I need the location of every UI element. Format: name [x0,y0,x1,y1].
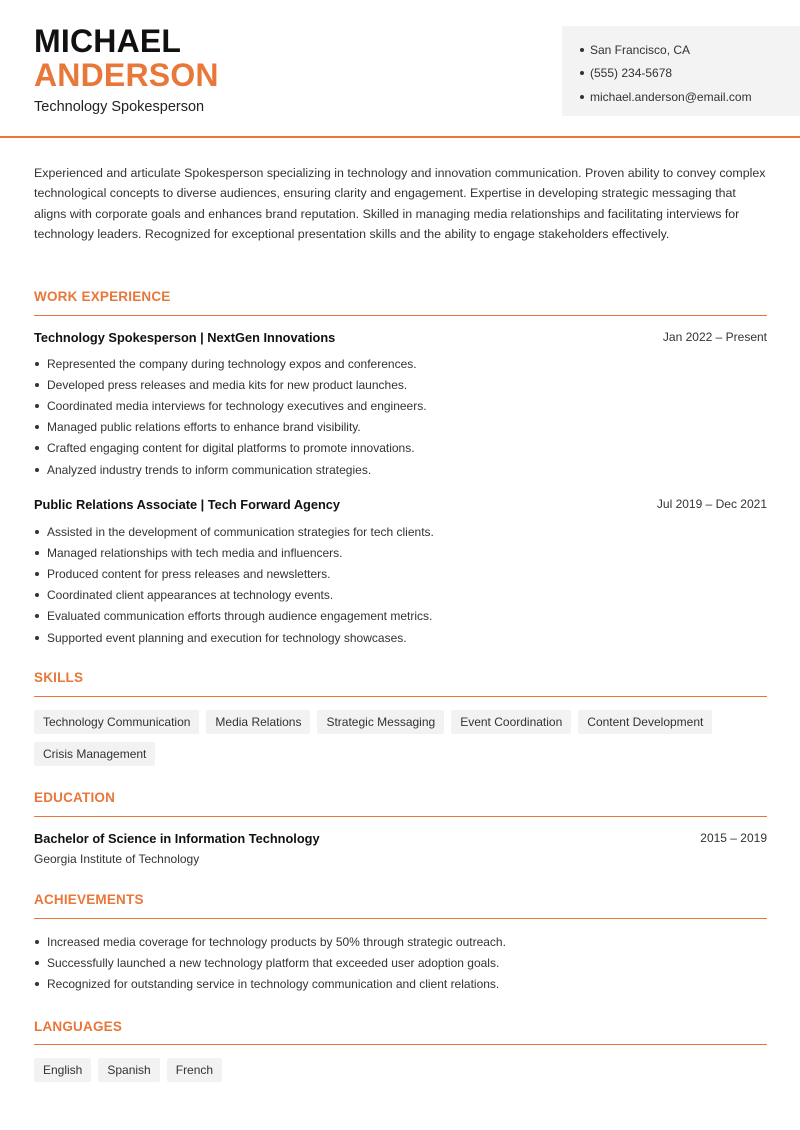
school: Georgia Institute of Technology [34,852,200,866]
language-tag: French [167,1058,222,1082]
skill-tag: Technology Communication [34,710,199,734]
bullet-icon [580,48,584,52]
section-divider [34,918,767,919]
resume-header [0,0,800,138]
list-item [34,627,767,648]
section-divider [34,1044,767,1045]
list-item [34,563,767,584]
section-title-education: EDUCATION [34,790,116,805]
skill-tag: Content Development [578,710,712,734]
section-divider [34,696,767,697]
bullet-icon [35,961,39,965]
bullet-icon [580,95,584,99]
job-bullets [34,521,767,648]
list-item-text: Successfully launched a new technology platform that exceeded user adoption goals. [47,955,500,970]
job-title: Technology Spokesperson [34,99,205,115]
bullet-icon [35,614,39,618]
list-item [34,438,767,459]
contact-box [562,26,800,116]
skills-list [34,710,767,774]
bullet-icon [35,940,39,944]
bullet-icon [35,551,39,555]
job-dates: Jul 2019 – Dec 2021 [656,497,767,511]
list-item-text: Managed relationships with tech media and influencers. [47,545,343,560]
contact-phone [580,62,800,86]
list-item-text: Developed press releases and media kits for new product launches. [47,377,408,392]
contact-location-text: San Francisco, CA [590,42,691,57]
bullet-icon [35,446,39,450]
list-item-text: Coordinated client appearances at technology events. [47,588,334,603]
list-item-text: Analyzed industry trends to inform communication strategies. [47,462,372,477]
job-role: Technology Spokesperson | NextGen Innovations [34,330,336,345]
list-item [34,931,767,952]
bullet-icon [35,982,39,986]
skill-tag: Media Relations [206,710,310,734]
languages-list [34,1058,767,1090]
list-item [34,521,767,542]
section-title-languages: LANGUAGES [34,1019,123,1034]
achievements-list [34,931,767,995]
list-item [34,374,767,395]
bullet-icon [35,404,39,408]
job-dates: Jan 2022 – Present [662,330,767,344]
education-header [34,831,767,846]
first-name: MICHAEL [34,23,182,59]
skill-tag: Strategic Messaging [317,710,444,734]
job-role: Public Relations Associate | Tech Forward Agency [34,497,341,512]
job-header [34,497,767,512]
bullet-icon [35,572,39,576]
section-title-achievements: ACHIEVEMENTS [34,892,144,907]
degree: Bachelor of Science in Information Technology [34,831,320,846]
list-item [34,353,767,374]
skill-tag: Crisis Management [34,742,155,766]
bullet-icon [35,636,39,640]
list-item-text: Coordinated media interviews for technology executives and engineers. [47,398,427,413]
education-dates: 2015 – 2019 [700,831,767,845]
bullet-icon [35,593,39,597]
list-item-text: Represented the company during technology expos and conferences. [47,356,417,371]
list-item-text: Crafted engaging content for digital platforms to promote innovations. [47,441,415,456]
contact-email [580,85,800,109]
contact-email-text: michael.anderson@email.com [590,89,752,104]
list-item-text: Assisted in the development of communication strategies for tech clients. [47,524,434,539]
last-name: ANDERSON [34,57,219,93]
list-item [34,585,767,606]
bullet-icon [35,530,39,534]
section-divider [34,315,767,316]
bullet-icon [35,362,39,366]
list-item [34,459,767,480]
list-item-text: Managed public relations efforts to enhance brand visibility. [47,420,361,435]
summary: Experienced and articulate Spokesperson specializing in technology and innovation communication. Proven ability to convey complex technological concepts to diverse audiences, ensuring clarity and engagement. Expertise in developing strategic messaging that aligns with corporate goals and enhances brand reputation. Skilled in managing media relationships and facilitating interviews for technology leaders. Recognized for exceptional presentation skills and the ability to engage stakeholders effectively. [34,166,766,241]
job-header [34,330,767,345]
job-bullets [34,353,767,480]
language-tag: English [34,1058,91,1082]
list-item-text: Supported event planning and execution for technology showcases. [47,630,407,645]
list-item-text: Evaluated communication efforts through audience engagement metrics. [47,609,433,624]
list-item [34,973,767,994]
bullet-icon [35,468,39,472]
list-item-text: Recognized for outstanding service in technology communication and client relations. [47,976,500,991]
contact-phone-text: (555) 234-5678 [590,66,673,81]
section-title-work: WORK EXPERIENCE [34,289,171,304]
skill-tag: Event Coordination [451,710,571,734]
list-item [34,542,767,563]
contact-location [580,38,800,62]
language-tag: Spanish [98,1058,159,1082]
list-item-text: Produced content for press releases and newsletters. [47,566,331,581]
list-item [34,952,767,973]
list-item [34,606,767,627]
list-item [34,417,767,438]
list-item-text: Increased media coverage for technology products by 50% through strategic outreach. [47,934,506,949]
bullet-icon [580,71,584,75]
section-divider [34,816,767,817]
bullet-icon [35,383,39,387]
section-title-skills: SKILLS [34,670,84,685]
list-item [34,395,767,416]
bullet-icon [35,425,39,429]
